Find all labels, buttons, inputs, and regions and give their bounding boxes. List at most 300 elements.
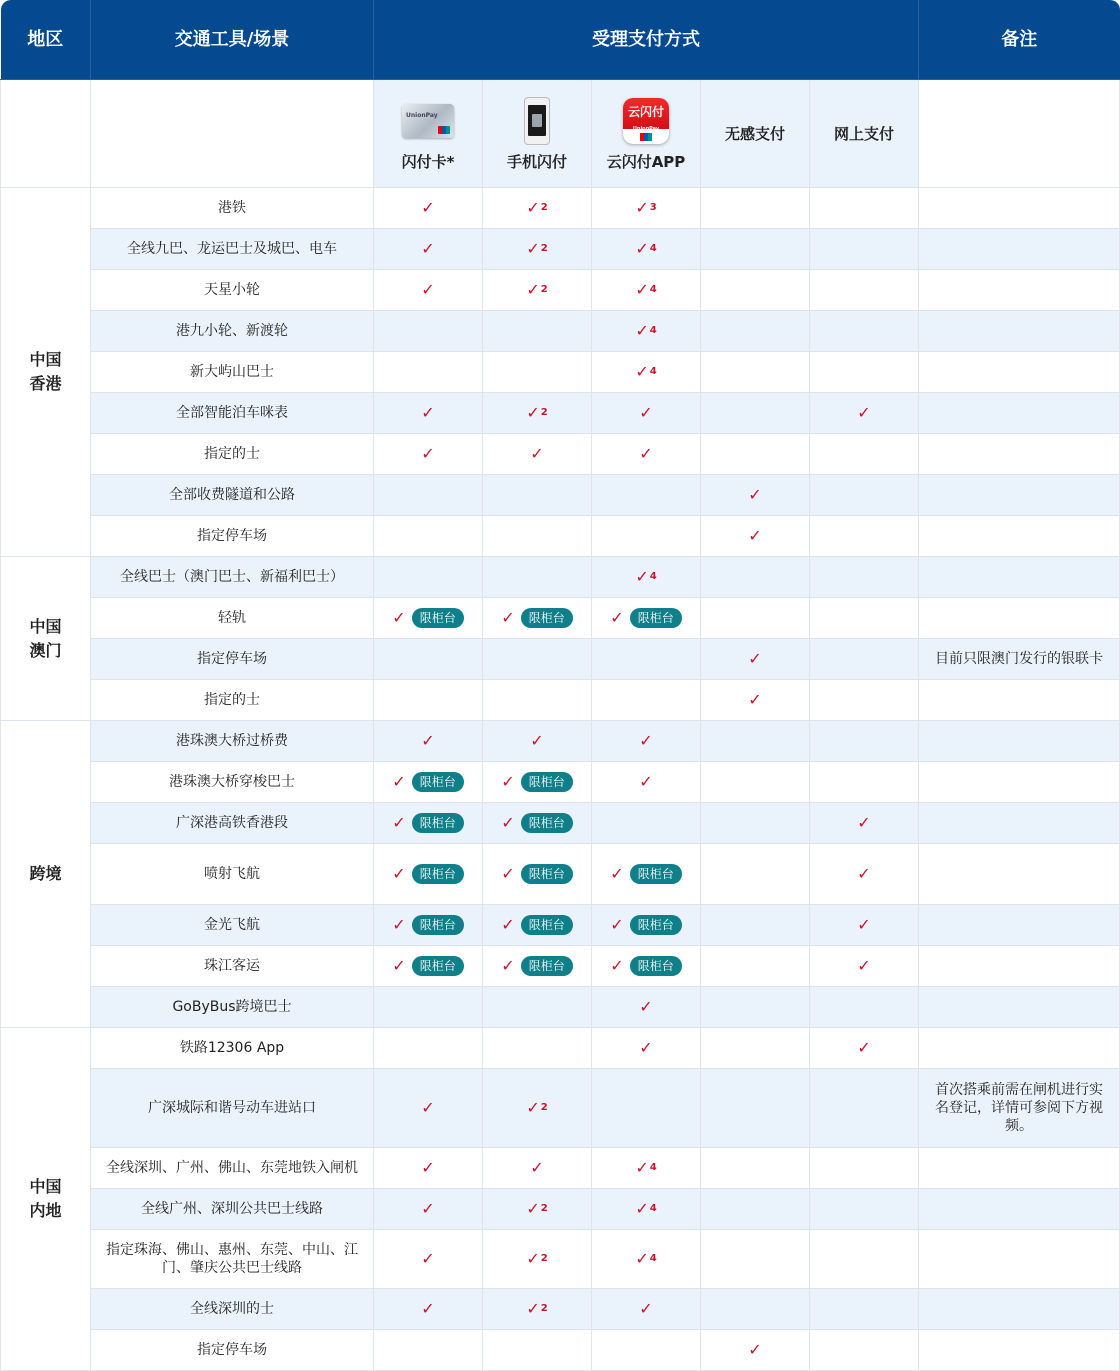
- footnote-number: 4: [649, 242, 657, 254]
- accepted-mark: [392, 864, 463, 884]
- table-row: [1, 352, 1120, 393]
- check-icon: ✓: [421, 1198, 435, 1218]
- accepted-mark: [421, 199, 434, 217]
- accepted-mark: [526, 404, 547, 422]
- footnote-number: 2: [540, 1252, 548, 1264]
- check-icon: ✓$^4$: [635, 566, 657, 586]
- note-cell: [919, 1148, 1120, 1189]
- check-icon: ✓: [639, 771, 653, 791]
- scene-cell: 指定珠海、佛山、惠州、东莞、中山、江门、肇庆公共巴士线路: [91, 1230, 374, 1289]
- payment-cell: [374, 1289, 483, 1330]
- accepted-mark: [635, 240, 656, 258]
- accepted-mark: [857, 957, 870, 975]
- payment-cell: [374, 352, 483, 393]
- accepted-mark: [501, 608, 572, 628]
- accepted-mark: [748, 527, 761, 545]
- payment-cell: [701, 680, 810, 721]
- payment-cell: [701, 270, 810, 311]
- table-row: [1, 434, 1120, 475]
- payment-cell: [592, 1069, 701, 1148]
- payment-cell: [592, 762, 701, 803]
- note-cell: [919, 270, 1120, 311]
- check-icon: ✓: [857, 955, 871, 975]
- counter-only-badge: 限柜台: [521, 864, 573, 884]
- payment-cell: [701, 721, 810, 762]
- footnote-number: 2: [540, 1202, 548, 1214]
- payment-cell: [592, 844, 701, 905]
- region-cell: 跨境: [1, 721, 91, 1028]
- note-cell: 首次搭乘前需在闸机进行实名登记，详情可参阅下方视频。: [919, 1069, 1120, 1148]
- scene-cell: 广深港高铁香港段: [91, 803, 374, 844]
- note-cell: [919, 475, 1120, 516]
- accepted-mark: [501, 813, 572, 833]
- check-icon: ✓: [392, 956, 406, 975]
- region-cell: 中国 澳门: [1, 557, 91, 721]
- payment-cell: [483, 516, 592, 557]
- payment-cell: [810, 1069, 919, 1148]
- table-row: [1, 311, 1120, 352]
- accepted-mark: [501, 864, 572, 884]
- accepted-mark: [635, 281, 656, 299]
- accepted-mark: [610, 915, 681, 935]
- check-icon: ✓: [610, 608, 624, 627]
- scene-cell: 金光飞航: [91, 905, 374, 946]
- scene-cell: 全线九巴、龙运巴士及城巴、电车: [91, 229, 374, 270]
- method-label: 网上支付: [834, 124, 895, 143]
- counter-only-badge: 限柜台: [521, 956, 573, 976]
- payment-cell: [374, 721, 483, 762]
- header-scene: 交通工具/场景: [91, 0, 374, 80]
- payment-cell: [701, 229, 810, 270]
- accepted-mark: [421, 281, 434, 299]
- method-cloud-quickpass-app: [592, 80, 701, 188]
- scene-cell: 指定的士: [91, 434, 374, 475]
- footnote-number: 4: [649, 283, 657, 295]
- scene-cell: 喷射飞航: [91, 844, 374, 905]
- accepted-mark: [635, 1159, 656, 1177]
- counter-only-badge: 限柜台: [630, 915, 682, 935]
- accepted-mark: [748, 691, 761, 709]
- accepted-mark: [526, 199, 547, 217]
- payment-cell: [483, 229, 592, 270]
- payment-cell: [483, 762, 592, 803]
- accepted-mark: [610, 608, 681, 628]
- header-note: 备注: [919, 0, 1120, 80]
- scene-cell: 指定停车场: [91, 639, 374, 680]
- payment-cell: [810, 229, 919, 270]
- method-quickpass-card: [374, 80, 483, 188]
- payment-cell: [374, 639, 483, 680]
- note-cell: [919, 598, 1120, 639]
- empty-header-cell: [919, 80, 1120, 188]
- accepted-mark: [857, 404, 870, 422]
- footnote-number: 4: [649, 365, 657, 377]
- payment-cell: [592, 1230, 701, 1289]
- footnote-number: 2: [540, 1302, 548, 1314]
- payment-cell: [810, 680, 919, 721]
- payment-cell: [592, 229, 701, 270]
- counter-only-badge: 限柜台: [521, 915, 573, 935]
- check-icon: ✓: [421, 197, 435, 217]
- header-region: 地区: [1, 0, 91, 80]
- footnote-number: 2: [540, 283, 548, 295]
- check-icon: ✓: [748, 1339, 762, 1359]
- accepted-mark: [421, 1250, 434, 1268]
- payment-cell: [810, 598, 919, 639]
- accepted-mark: [639, 732, 652, 750]
- payment-cell: [483, 557, 592, 598]
- check-icon: ✓: [392, 864, 406, 883]
- payment-cell: [701, 1148, 810, 1189]
- method-label: 无感支付: [724, 124, 785, 143]
- payment-cell: [592, 188, 701, 229]
- scene-cell: 港铁: [91, 188, 374, 229]
- payment-cell: [483, 352, 592, 393]
- table-body: [1, 188, 1120, 1371]
- note-cell: [919, 557, 1120, 598]
- check-icon: ✓: [610, 956, 624, 975]
- payment-cell: [483, 905, 592, 946]
- payment-cell: [374, 229, 483, 270]
- payment-cell: [592, 598, 701, 639]
- mobile-phone-icon: [524, 97, 550, 145]
- accepted-mark: [421, 1300, 434, 1318]
- accepted-mark: [530, 732, 543, 750]
- payment-cell: [810, 516, 919, 557]
- accepted-mark: [526, 1250, 547, 1268]
- note-cell: [919, 393, 1120, 434]
- check-icon: ✓: [530, 443, 544, 463]
- payment-cell: [810, 434, 919, 475]
- payment-cell: [374, 946, 483, 987]
- accepted-mark: [639, 773, 652, 791]
- check-icon: ✓: [501, 772, 515, 791]
- accepted-mark: [635, 1250, 656, 1268]
- table-row: [1, 188, 1120, 229]
- note-cell: [919, 844, 1120, 905]
- table-header-row: [1, 0, 1120, 80]
- payment-cell: [483, 311, 592, 352]
- table-row: [1, 803, 1120, 844]
- payment-cell: [374, 516, 483, 557]
- scene-cell: 全部智能泊车咪表: [91, 393, 374, 434]
- payment-cell: [374, 762, 483, 803]
- scene-cell: 全线广州、深圳公共巴士线路: [91, 1189, 374, 1230]
- payment-cell: [810, 987, 919, 1028]
- payment-cell: [483, 946, 592, 987]
- payment-cell: [592, 803, 701, 844]
- accepted-mark: [421, 445, 434, 463]
- counter-only-badge: 限柜台: [412, 608, 464, 628]
- scene-cell: 港九小轮、新渡轮: [91, 311, 374, 352]
- payment-cell: [701, 1028, 810, 1069]
- footnote-number: 4: [649, 1202, 657, 1214]
- accepted-mark: [530, 445, 543, 463]
- scene-cell: 珠江客运: [91, 946, 374, 987]
- scene-cell: 新大屿山巴士: [91, 352, 374, 393]
- payment-cell: [592, 516, 701, 557]
- footnote-number: 4: [649, 1161, 657, 1173]
- check-icon: ✓$^2$: [526, 1097, 548, 1117]
- check-icon: ✓$^2$: [526, 402, 548, 422]
- scene-cell: GoByBus跨境巴士: [91, 987, 374, 1028]
- accepted-mark: [748, 1341, 761, 1359]
- accepted-mark: [501, 956, 572, 976]
- check-icon: ✓$^2$: [526, 238, 548, 258]
- payment-cell: [374, 1069, 483, 1148]
- payment-cell: [701, 762, 810, 803]
- payment-cell: [592, 1330, 701, 1371]
- accepted-mark: [526, 1099, 547, 1117]
- table-row: [1, 1330, 1120, 1371]
- header-payment-methods: 受理支付方式: [374, 0, 919, 80]
- footnote-number: 4: [649, 570, 657, 582]
- payment-cell: [592, 393, 701, 434]
- payment-cell: [701, 946, 810, 987]
- method-online-pay: [810, 80, 919, 188]
- accepted-mark: [526, 240, 547, 258]
- accepted-mark: [421, 1099, 434, 1117]
- payment-cell: [483, 987, 592, 1028]
- table-row: [1, 270, 1120, 311]
- payment-cell: [592, 987, 701, 1028]
- note-cell: [919, 1289, 1120, 1330]
- payment-cell: [374, 434, 483, 475]
- method-mobile-quickpass: [483, 80, 592, 188]
- payment-cell: [374, 1330, 483, 1371]
- accepted-mark: [421, 1159, 434, 1177]
- payment-cell: [701, 803, 810, 844]
- payment-cell: [483, 639, 592, 680]
- check-icon: ✓: [857, 914, 871, 934]
- scene-cell: 广深城际和谐号动车进站口: [91, 1069, 374, 1148]
- payment-cell: [592, 557, 701, 598]
- payment-cell: [810, 1289, 919, 1330]
- payment-cell: [374, 1148, 483, 1189]
- accepted-mark: [530, 1159, 543, 1177]
- accepted-mark: [748, 650, 761, 668]
- table-row: [1, 557, 1120, 598]
- check-icon: ✓: [857, 812, 871, 832]
- payment-cell: [483, 803, 592, 844]
- accepted-mark: [392, 915, 463, 935]
- counter-only-badge: 限柜台: [412, 915, 464, 935]
- payment-cell: [810, 721, 919, 762]
- payment-cell: [374, 311, 483, 352]
- payment-cell: [810, 1148, 919, 1189]
- check-icon: ✓$^3$: [635, 197, 657, 217]
- scene-cell: 铁路12306 App: [91, 1028, 374, 1069]
- payment-cell: [592, 905, 701, 946]
- check-icon: ✓: [857, 1037, 871, 1057]
- counter-only-badge: 限柜台: [630, 864, 682, 884]
- scene-cell: 轻轨: [91, 598, 374, 639]
- accepted-mark: [635, 363, 656, 381]
- method-label: 闪付卡*: [401, 153, 455, 171]
- payment-cell: [592, 1189, 701, 1230]
- payment-cell: [483, 188, 592, 229]
- footnote-number: 2: [540, 1101, 548, 1113]
- table-row: [1, 229, 1120, 270]
- payment-cell: [592, 1148, 701, 1189]
- accepted-mark: [857, 865, 870, 883]
- accepted-mark: [392, 772, 463, 792]
- footnote-number: 2: [540, 242, 548, 254]
- table-row: [1, 639, 1120, 680]
- check-icon: ✓: [421, 238, 435, 258]
- accepted-mark: [526, 1300, 547, 1318]
- payment-cell: [374, 270, 483, 311]
- payment-cell: [810, 557, 919, 598]
- payment-cell: [701, 1189, 810, 1230]
- accepted-mark: [501, 772, 572, 792]
- check-icon: ✓: [530, 730, 544, 750]
- payment-cell: [483, 844, 592, 905]
- method-contactless-auto-pay: [701, 80, 810, 188]
- note-cell: [919, 1230, 1120, 1289]
- payment-cell: [483, 1028, 592, 1069]
- payment-cell: [374, 987, 483, 1028]
- payment-cell: [701, 352, 810, 393]
- table-row: [1, 1289, 1120, 1330]
- payment-cell: [810, 946, 919, 987]
- table-row: [1, 721, 1120, 762]
- method-label: 云闪付APP: [606, 153, 686, 171]
- payment-cell: [592, 434, 701, 475]
- counter-only-badge: 限柜台: [412, 956, 464, 976]
- payment-cell: [810, 188, 919, 229]
- payment-cell: [374, 844, 483, 905]
- check-icon: ✓: [748, 525, 762, 545]
- table-row: [1, 1189, 1120, 1230]
- payment-cell: [592, 1028, 701, 1069]
- table-row: [1, 475, 1120, 516]
- cloud-quickpass-app-icon: 云闪付: [623, 98, 669, 144]
- accepted-mark: [392, 813, 463, 833]
- payment-cell: [701, 1330, 810, 1371]
- payment-cell: [374, 1230, 483, 1289]
- counter-only-badge: 限柜台: [412, 813, 464, 833]
- check-icon: ✓: [639, 443, 653, 463]
- counter-only-badge: 限柜台: [412, 864, 464, 884]
- payment-cell: [483, 270, 592, 311]
- table-row: [1, 844, 1120, 905]
- scene-cell: 全线巴士（澳门巴士、新福利巴士）: [91, 557, 374, 598]
- payment-cell: [701, 311, 810, 352]
- payment-cell: [810, 905, 919, 946]
- accepted-mark: [639, 998, 652, 1016]
- check-icon: ✓$^2$: [526, 279, 548, 299]
- note-cell: [919, 1330, 1120, 1371]
- check-icon: ✓$^2$: [526, 1298, 548, 1318]
- counter-only-badge: 限柜台: [630, 956, 682, 976]
- payment-cell: [592, 680, 701, 721]
- payment-method-row: [1, 80, 1120, 188]
- check-icon: ✓: [530, 1157, 544, 1177]
- payment-cell: [374, 475, 483, 516]
- counter-only-badge: 限柜台: [630, 608, 682, 628]
- check-icon: ✓$^2$: [526, 1198, 548, 1218]
- accepted-mark: [639, 1300, 652, 1318]
- payment-cell: [374, 598, 483, 639]
- check-icon: ✓$^2$: [526, 1248, 548, 1268]
- payment-cell: [701, 639, 810, 680]
- table-row: [1, 393, 1120, 434]
- payment-cell: [374, 1189, 483, 1230]
- note-cell: [919, 311, 1120, 352]
- table-row: [1, 1069, 1120, 1148]
- payment-cell: [701, 393, 810, 434]
- payment-cell: [701, 844, 810, 905]
- payment-cell: [701, 598, 810, 639]
- scene-cell: 全线深圳、广州、佛山、东莞地铁入闸机: [91, 1148, 374, 1189]
- check-icon: ✓: [639, 1037, 653, 1057]
- payment-cell: [592, 946, 701, 987]
- payment-cell: [374, 680, 483, 721]
- payment-cell: [810, 352, 919, 393]
- accepted-mark: [421, 1200, 434, 1218]
- counter-only-badge: 限柜台: [521, 813, 573, 833]
- payment-cell: [701, 1069, 810, 1148]
- payment-cell: [701, 557, 810, 598]
- payment-cell: [810, 803, 919, 844]
- check-icon: ✓$^4$: [635, 1248, 657, 1268]
- accepted-mark: [610, 956, 681, 976]
- accepted-mark: [635, 322, 656, 340]
- check-icon: ✓: [421, 1157, 435, 1177]
- check-icon: ✓$^4$: [635, 279, 657, 299]
- payment-cell: [810, 270, 919, 311]
- accepted-mark: [857, 916, 870, 934]
- payment-cell: [483, 598, 592, 639]
- accepted-mark: [639, 445, 652, 463]
- scene-cell: 港珠澳大桥穿梭巴士: [91, 762, 374, 803]
- table-row: [1, 598, 1120, 639]
- table-row: [1, 762, 1120, 803]
- payment-cell: [483, 1069, 592, 1148]
- footnote-number: 2: [540, 201, 548, 213]
- counter-only-badge: 限柜台: [412, 772, 464, 792]
- accepted-mark: [639, 1039, 652, 1057]
- check-icon: ✓: [421, 443, 435, 463]
- check-icon: ✓: [639, 730, 653, 750]
- payment-cell: [483, 1189, 592, 1230]
- note-cell: [919, 516, 1120, 557]
- payment-cell: [374, 803, 483, 844]
- check-icon: ✓: [748, 689, 762, 709]
- payment-cell: [483, 434, 592, 475]
- counter-only-badge: 限柜台: [521, 772, 573, 792]
- region-cell: 中国 内地: [1, 1028, 91, 1371]
- note-cell: [919, 1028, 1120, 1069]
- note-cell: [919, 188, 1120, 229]
- note-cell: 目前只限澳门发行的银联卡: [919, 639, 1120, 680]
- check-icon: ✓: [639, 1298, 653, 1318]
- payment-cell: [810, 311, 919, 352]
- check-icon: ✓: [392, 772, 406, 791]
- note-cell: [919, 680, 1120, 721]
- table-row: [1, 946, 1120, 987]
- payment-cell: [374, 557, 483, 598]
- accepted-mark: [421, 732, 434, 750]
- empty-header-cell: [1, 80, 91, 188]
- note-cell: [919, 946, 1120, 987]
- check-icon: ✓: [639, 996, 653, 1016]
- check-icon: ✓: [857, 863, 871, 883]
- payment-cell: [701, 987, 810, 1028]
- payment-cell: [701, 434, 810, 475]
- check-icon: ✓: [501, 608, 515, 627]
